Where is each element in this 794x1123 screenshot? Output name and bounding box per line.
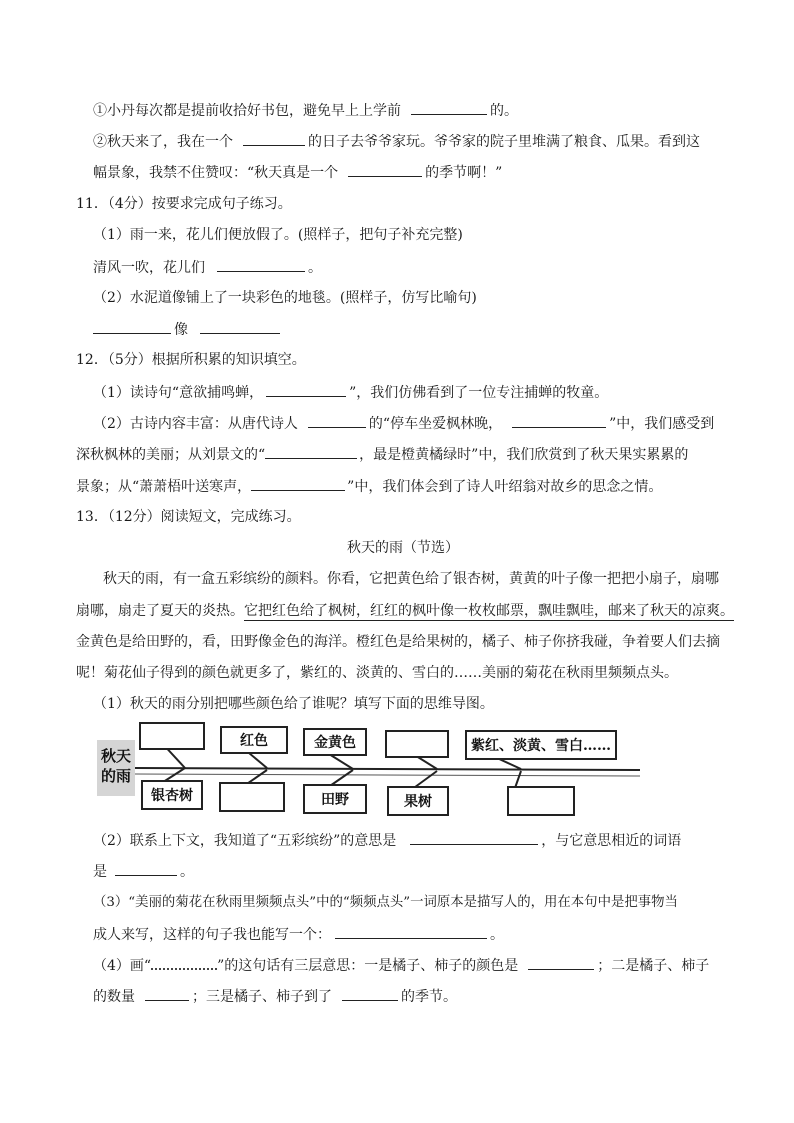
mind-map-bottom-box-2[interactable]: [219, 782, 285, 812]
answer-blank[interactable]: [243, 131, 305, 146]
q12-part1-tail: ”，我们仿佛看到了一位专注捕蝉的牧童。: [349, 385, 609, 401]
answer-blank[interactable]: [93, 319, 171, 334]
q12-heading: 12．（5分）根据所积累的知识填空。: [76, 352, 306, 368]
answer-blank[interactable]: [251, 476, 345, 491]
mind-map-top-box-2: 红色: [220, 726, 288, 754]
q12-part1-text: （1）读诗句“意欲捕鸣蝉，: [93, 385, 264, 401]
passage-line-3: 金黄色是给田野的，看，田野像金色的海洋。橙红色是给果树的，橘子、柿子你挤我碰，争着要人们去摘: [76, 634, 720, 650]
answer-blank[interactable]: [348, 162, 422, 177]
q13-part4-line2: [93, 986, 457, 1007]
mind-map-top-box-4[interactable]: [385, 730, 449, 758]
mind-map-bottom-box-5[interactable]: [507, 786, 575, 816]
q13-part1-instruction: （1）秋天的雨分别把哪些颜色给了谁呢？填写下面的思维导图。: [93, 696, 494, 712]
q12-part2-line3-text-a: 景象；从“萧萧梧叶送寒声，: [76, 479, 252, 495]
q13-part4-line2-text-a: 的数量: [93, 989, 135, 1005]
q13-part4-line2-text-c: 的季节。: [401, 989, 457, 1005]
q10-item-2: [93, 131, 700, 152]
q10-item-2-line2: [93, 162, 502, 183]
q12-part2-text-a: （2）古诗内容丰富：从唐代诗人: [93, 416, 298, 432]
q13-part2-line2-text: 是: [93, 864, 107, 880]
q12-part2-line2-text-b: ，最是橙黄橘绿时”中，我们欣赏到了秋天果实累累的: [359, 447, 689, 463]
mind-map-top-box-5: 紫红、淡黄、雪白……: [465, 730, 617, 760]
q13-part2-text: （2）联系上下文，我知道了“五彩缤纷”的意思是: [93, 833, 397, 849]
answer-blank[interactable]: [308, 413, 366, 428]
q13-part4-text-a: （4）画“: [93, 958, 152, 974]
answer-blank[interactable]: [342, 986, 398, 1001]
q13-part2-line2: [93, 861, 194, 882]
mind-map-center-label: 秋天的雨: [97, 740, 135, 796]
answer-blank[interactable]: [528, 955, 594, 970]
q11-part2-instruction: （2）水泥道像铺上了一块彩色的地毯。(照样子，仿写比喻句): [93, 290, 477, 306]
mind-map-bottom-box-3: 田野: [303, 784, 367, 814]
answer-blank[interactable]: [410, 830, 538, 845]
passage-underlined-sentence: 它把红色给了枫树，红红的枫叶像一枚枚邮票，飘哇飘哇，邮来了秋天的凉爽。: [244, 603, 734, 619]
answer-blank[interactable]: [335, 924, 487, 939]
q12-part2-text-c: ”中，我们感受到: [609, 416, 715, 432]
q12-part2-line1: [93, 413, 714, 434]
q13-part4-line2-text-b: ；三是橘子、柿子到了: [192, 989, 332, 1005]
q10-item-1: [93, 100, 518, 121]
q11-heading: 11．（4分）按要求完成句子练习。: [76, 196, 292, 212]
mind-map: [95, 718, 655, 826]
mind-map-top-box-3: 金黄色: [303, 728, 367, 756]
q11-part1-prompt: 清风一吹，花儿们: [93, 260, 205, 276]
q13-part4-text-c: ；二是橘子、柿子: [597, 958, 710, 974]
wavy-underline-sample: [151, 956, 217, 970]
q10-item2-line2-tail: 的季节啊！”: [425, 165, 503, 181]
q10-item2-mid: 的日子去爷爷家玩。爷爷家的院子里堆满了粮食、瓜果。看到这: [308, 134, 700, 150]
passage-line-2: [76, 601, 734, 621]
q12-part1: [93, 382, 608, 403]
q11-part1-line: [93, 257, 322, 278]
q13-part2-line1: [93, 830, 681, 851]
q13-part4-line1: [93, 955, 709, 976]
passage-line-2-plain: 扇哪，扇走了夏天的炎热。: [76, 603, 244, 619]
answer-blank[interactable]: [217, 257, 305, 272]
passage-title: 秋天的雨（节选）: [347, 540, 459, 556]
answer-blank[interactable]: [200, 319, 280, 334]
q13-part3-line2-tail: 。: [490, 927, 504, 943]
answer-blank[interactable]: [512, 413, 606, 428]
answer-blank[interactable]: [265, 444, 357, 459]
answer-blank[interactable]: [411, 100, 487, 115]
q13-part3-line1: （3）“美丽的菊花在秋雨里频频点头”中的“频频点头”一词原本是描写人的，用在本句中是把事物当: [93, 895, 678, 910]
answer-blank[interactable]: [115, 861, 177, 876]
answer-blank[interactable]: [266, 382, 346, 397]
passage-line-4: 呢！菊花仙子得到的颜色就更多了，紫红的、淡黄的、雪白的……美丽的菊花在秋雨里频频点头。: [76, 665, 678, 681]
passage-line-1: 秋天的雨，有一盒五彩缤纷的颜料。你看，它把黄色给了银杏树，黄黄的叶子像一把把小扇子，扇哪: [103, 571, 719, 587]
q13-part3-line2: [93, 924, 504, 945]
answer-blank[interactable]: [145, 986, 189, 1001]
q12-part2-text-b: 的“停车坐爱枫林晚，: [368, 416, 503, 432]
q11-part2-line: [93, 319, 283, 340]
q11-part1-tail: 。: [308, 260, 322, 276]
q13-part2-line2-tail: 。: [180, 864, 194, 880]
q13-part2-tail: ，与它意思相近的词语: [541, 833, 682, 849]
q12-part2-line2: [76, 444, 688, 465]
q13-part3-line2-text: 成人来写，这样的句子我也能写一个：: [93, 927, 331, 943]
q10-item1-text: ①小丹每次都是提前收拾好书包，避免早上上学前: [93, 103, 401, 119]
mind-map-bottom-box-1: 银杏树: [141, 780, 203, 810]
q10-item1-tail: 的。: [490, 103, 518, 119]
q12-part2-line2-text-a: 深秋枫林的美丽；从刘景文的“: [76, 447, 266, 463]
q12-part2-line3-text-b: ”中，我们体会到了诗人叶绍翁对故乡的思念之情。: [347, 479, 663, 495]
q12-part2-line3: [76, 476, 662, 497]
q11-part1-instruction: （1）雨一来，花儿们便放假了。(照样子，把句子补充完整): [93, 227, 463, 243]
mind-map-bottom-box-4: 果树: [387, 786, 449, 816]
q11-part2-mid: 像: [174, 322, 188, 338]
q13-part4-text-b: ”的这句话有三层意思：一是橘子、柿子的颜色是: [217, 958, 519, 974]
q10-item2-text: ②秋天来了，我在一个: [93, 134, 233, 150]
mind-map-top-box-1[interactable]: [139, 722, 205, 750]
q13-heading: 13．（12分）阅读短文，完成练习。: [76, 509, 301, 525]
q10-item2-line2-text: 幅景象，我禁不住赞叹：“秋天真是一个: [93, 165, 339, 181]
